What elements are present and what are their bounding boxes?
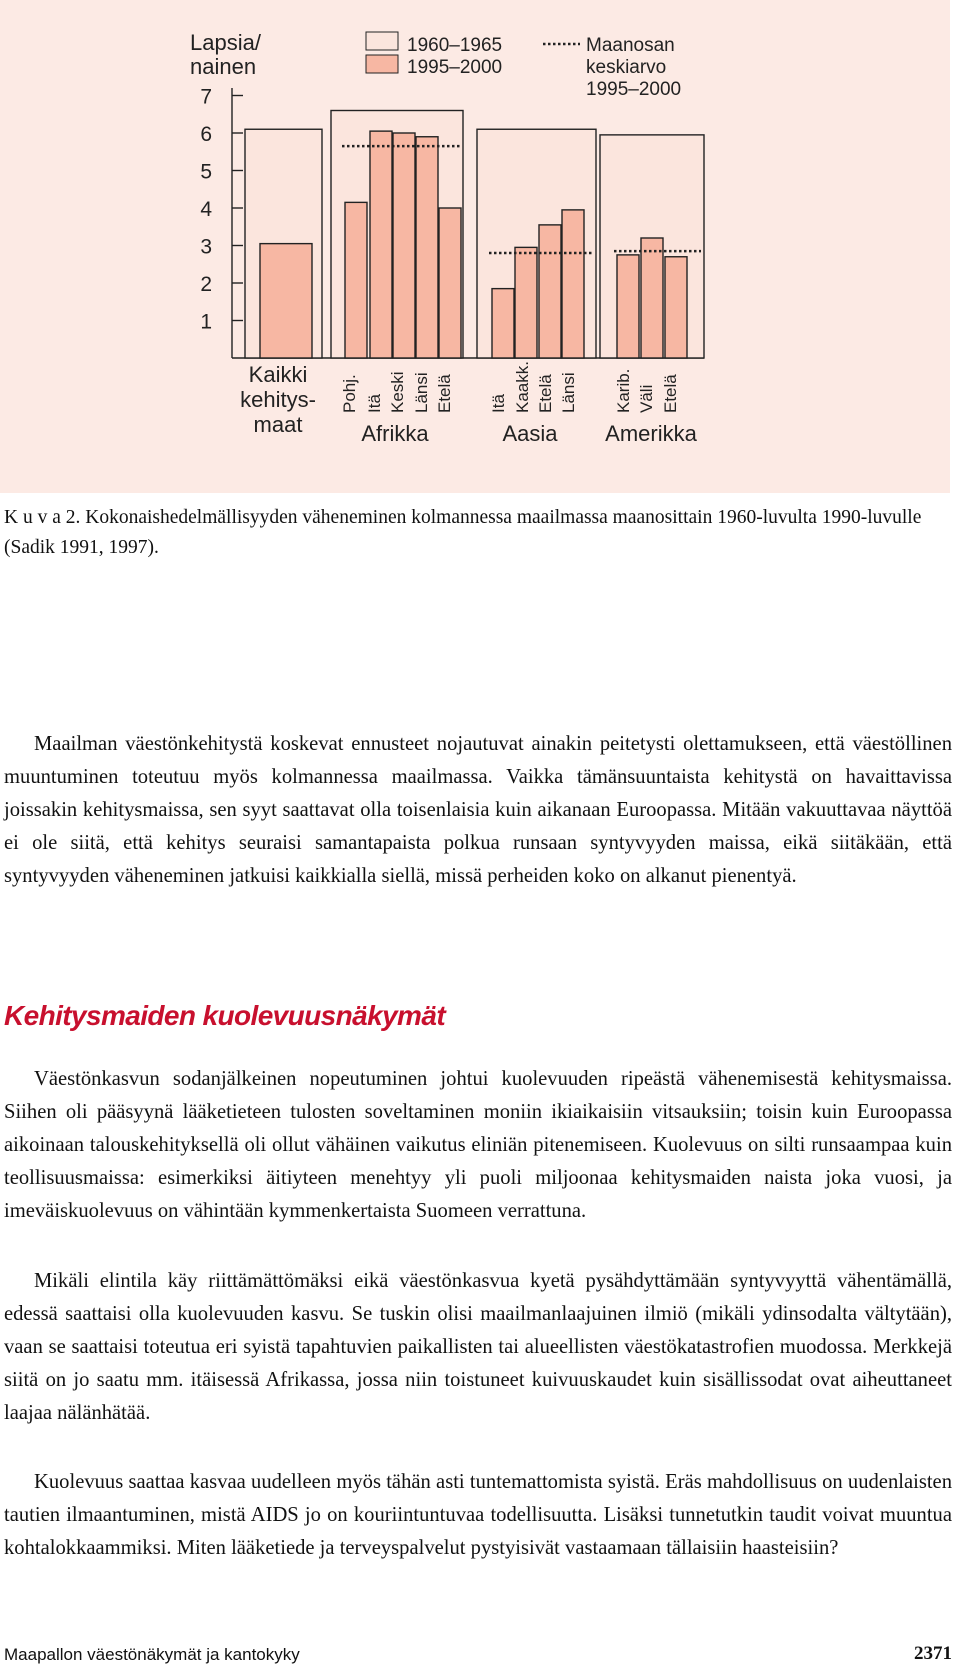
subregion-label: Pohj. — [340, 374, 359, 413]
fertility-chart — [0, 0, 960, 500]
subregion-label: Karib. — [614, 368, 633, 413]
section-heading: Kehitysmaiden kuolevuusnäkymät — [4, 1000, 446, 1031]
subregion-label: Etelä — [435, 374, 454, 413]
legend-swatch-1960 — [366, 32, 398, 50]
group-label: Amerikka — [605, 421, 697, 446]
group-label: Afrikka — [361, 421, 429, 446]
bar-1995 — [260, 244, 312, 358]
subregion-label: Etelä — [661, 374, 680, 413]
body-paragraph-4: Kuolevuus saattaa kasvaa uudelleen myös tähän asti tuntemattomista syistä. Eräs mahdollisuus on uudenlaisten tautien ilmaantuminen, mistä AIDS jo on kouriintuntuvaa todellisuutta. Lisäksi tunnetutkin taudit voivat muuntua kohtalokkaammiksi. Miten lääketiede ja terveyspalvelut pystyisivät vastaamaan tällaisiin haasteisiin? — [4, 1471, 952, 1559]
bar-1995 — [617, 255, 639, 358]
y-tick-label: 4 — [200, 198, 212, 221]
y-axis-title: Lapsia/ — [190, 30, 261, 55]
subregion-label: Länsi — [559, 372, 578, 413]
y-tick-label: 6 — [200, 123, 212, 146]
figure-caption: K u v a 2. Kokonaishedelmällisyyden väheneminen kolmannessa maailmassa maanosittain 1960-luvulta 1990-luvulle (Sadik 1991, 1997). — [4, 507, 922, 558]
bar-1995 — [562, 210, 584, 358]
subregion-label: Länsi — [412, 372, 431, 413]
y-tick-label: 5 — [200, 160, 212, 184]
y-tick-label: 1 — [200, 310, 212, 334]
y-tick-label: 7 — [200, 85, 212, 109]
legend-swatch-1995 — [366, 55, 398, 73]
body-paragraph-1: Maailman väestönkehitystä koskevat ennusteet nojautuvat ainakin peitetysti olettamukseen, että väestöllinen muuntuminen toteutuu myös kolmannessa maailmassa. Vaikka tämänsuuntaista kehitystä on havaittavissa joissakin kehitysmaissa, sen syyt saattavat olla toisenlaisia kuin aikanaan Euroopassa. Mitään vakuuttavaa näyttöä ei ole siitä, että kehitys seuraisi samantapaista polkua runsaan syntyvyyden maissa, eikä siitäkään, että syntyvyyden väheneminen jatkuisi kaikkialla siellä, missä perheiden koko on alkanut pienentyä. — [4, 733, 952, 887]
group-label: Aasia — [502, 421, 558, 446]
running-footer-title: Maapallon väestönäkymät ja kantokyky — [4, 1645, 300, 1664]
bar-1995 — [641, 238, 663, 358]
bar-1995 — [416, 137, 438, 358]
subregion-label: Itä — [365, 394, 384, 413]
bar-1995 — [439, 208, 461, 358]
group-label: kehitys- — [240, 387, 316, 412]
subregion-label: Kaakk. — [513, 361, 532, 413]
y-axis-title: nainen — [190, 54, 257, 79]
bar-1995 — [370, 131, 392, 358]
legend-label-1960: 1960–1965 — [407, 35, 503, 56]
group-label: Kaikki — [248, 362, 308, 387]
bar-1995 — [665, 257, 687, 358]
legend-label-average: 1995–2000 — [586, 79, 682, 100]
bar-1995 — [393, 133, 415, 358]
legend-label-average: keskiarvo — [586, 57, 667, 78]
y-tick-label: 3 — [200, 235, 212, 259]
legend-label-average: Maanosan — [586, 35, 675, 56]
body-paragraph-2: Väestönkasvun sodanjälkeinen nopeutuminen johtui kuolevuuden ripeästä vähenemisestä kehitysmaissa. Siihen oli pääsyynä lääketieteen tulosten soveltaminen moniin ikiaikaisiin vitsauksiin; toisin kuin Euroopassa aikoinaan talouskehityksellä oli ollut vähäinen vaikutus eliniän pitenemiseen. Kuolevuus on silti runsaampaa kuin teollisuusmaissa: esimerkiksi äitiyteen menehtyy yli puoli miljoonaa kehitysmaiden naista joka vuosi, ja imeväiskuolevuus on vähintään kymmenkertaista Suomeen verrattuna. — [4, 1068, 952, 1222]
subregion-label: Etelä — [536, 374, 555, 413]
bar-1995 — [492, 289, 514, 358]
bar-1995 — [345, 202, 367, 358]
body-paragraph-3: Mikäli elintila käy riittämättömäksi eikä väestönkasvua kyetä pysähdyttämään syntyvyyttä vähentämällä, edessä saattaisi olla kuolevuuden kasvu. Se tuskin olisi maailmanlaajuinen ilmiö (mikäli ydinsodalta vältytään), vaan se saattaisi toteutua eri syistä tapahtuvien paikallisten tai alueellisten väestökatastrofien muodossa. Merkkejä siitä on jo saatu mm. itäisessä Afrikassa, jossa niin toistuneet kuivuuskaudet kuin sisällissodat ovat aiheuttaneet laajaa nälänhätää. — [4, 1270, 952, 1424]
legend-label-1995: 1995–2000 — [407, 57, 503, 78]
bar-1995 — [515, 247, 537, 358]
page-number: 2371 — [914, 1643, 952, 1664]
y-tick-label: 2 — [200, 273, 212, 296]
subregion-label: Väli — [637, 384, 656, 413]
bar-1995 — [539, 225, 561, 358]
subregion-label: Itä — [489, 394, 508, 413]
subregion-label: Keski — [388, 371, 407, 413]
group-label: maat — [253, 412, 303, 437]
